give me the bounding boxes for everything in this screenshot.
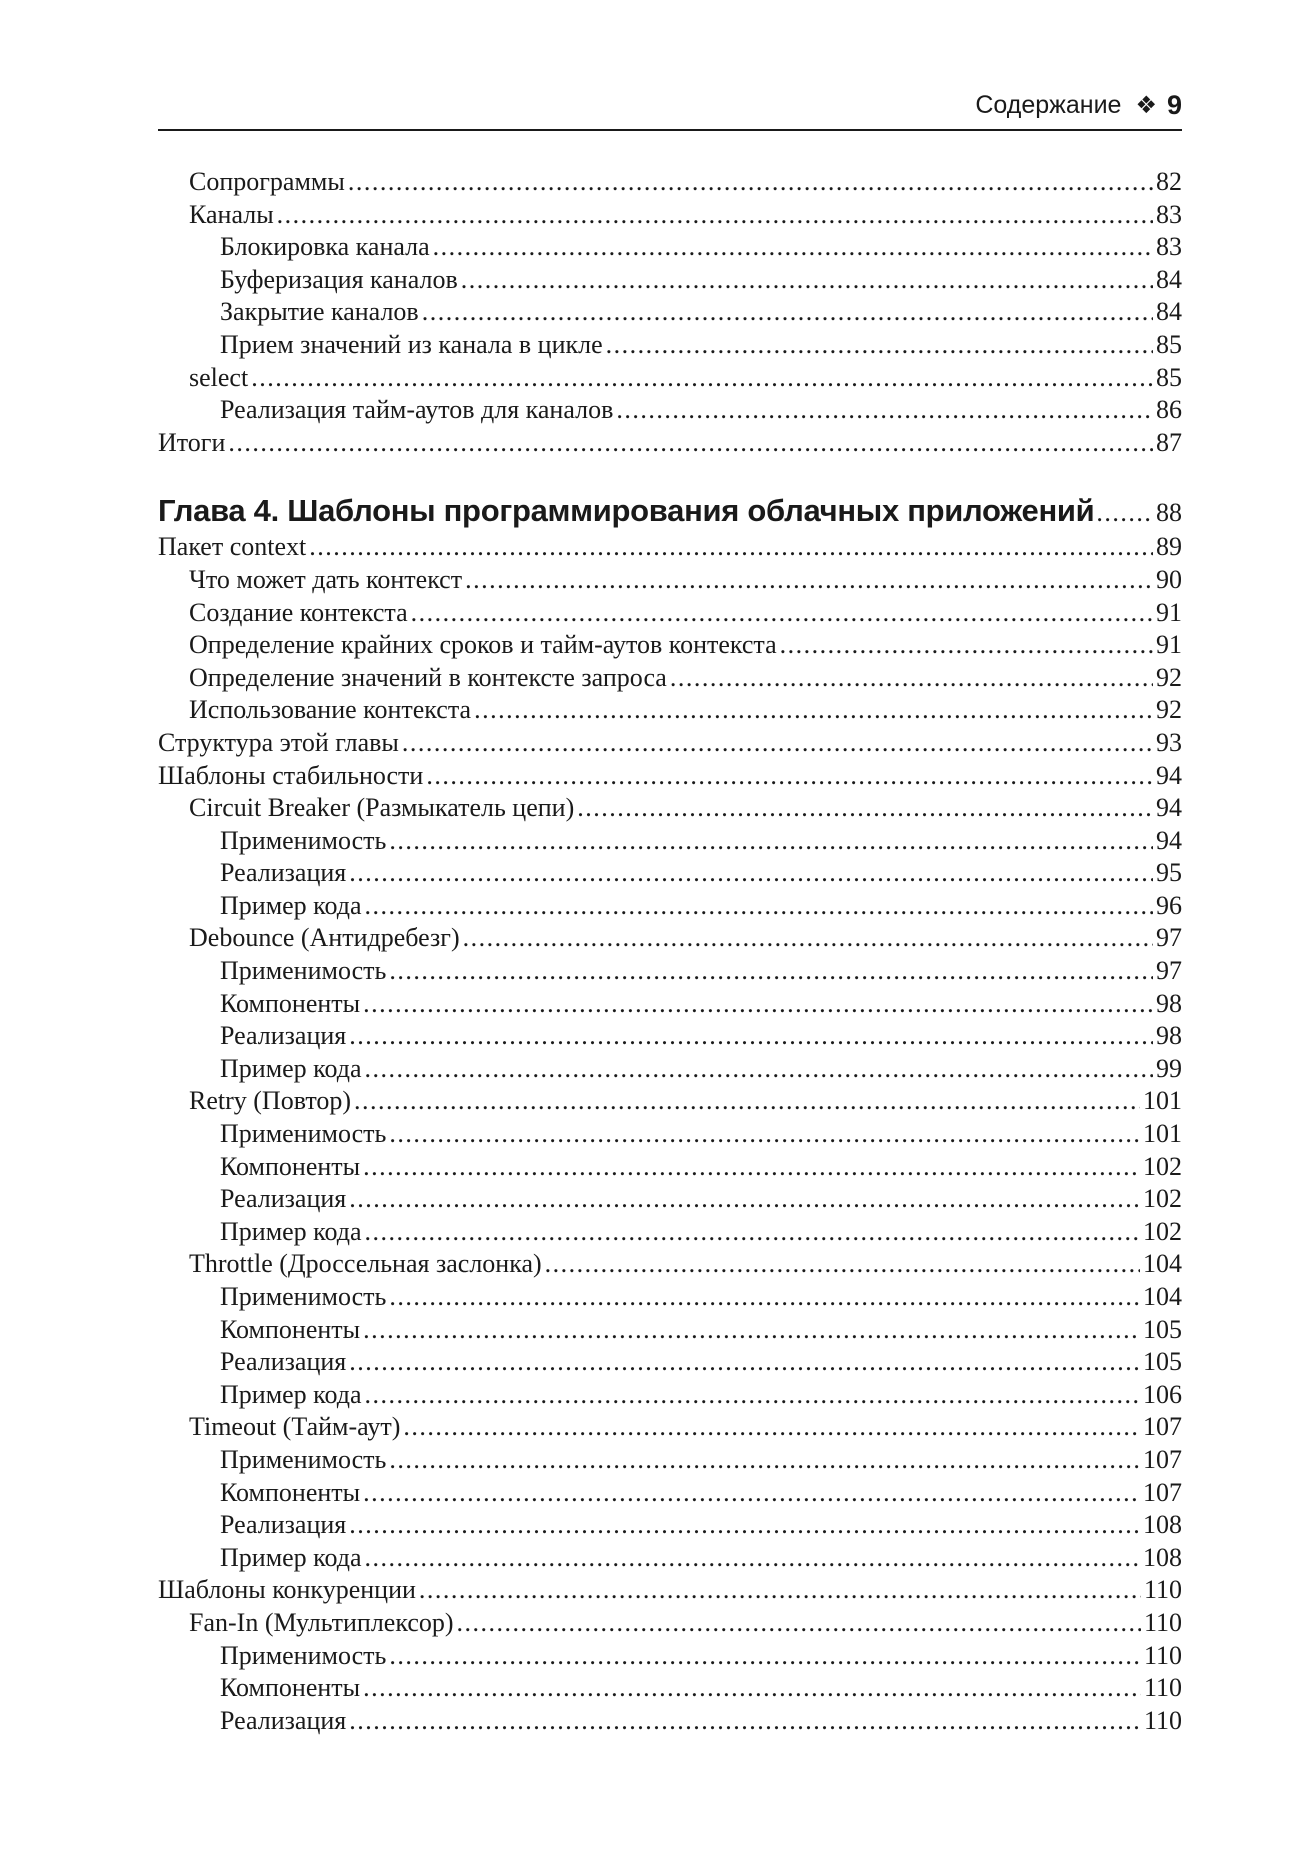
toc-entry[interactable]	[158, 1640, 1182, 1673]
toc-entry-label: Шаблоны конкуренции	[158, 1575, 416, 1605]
toc-entry-page: 110	[1143, 1607, 1182, 1637]
toc-entry-label: Итоги	[158, 427, 226, 457]
toc-entry-page: 105	[1143, 1314, 1182, 1344]
toc-entry-page: 104	[1143, 1282, 1182, 1311]
toc-entry[interactable]	[158, 1379, 1182, 1412]
dot-leader	[389, 1118, 1140, 1151]
toc-entry[interactable]	[158, 329, 1182, 362]
toc-entry-label: Пакет context	[158, 532, 307, 562]
toc-entry[interactable]	[158, 662, 1182, 695]
toc-entry-page: 86	[1156, 395, 1182, 425]
toc-entry-page: 102	[1143, 1151, 1182, 1181]
toc-entry-page: 110	[1143, 1705, 1182, 1735]
toc-entry-page: 85	[1156, 362, 1182, 392]
toc-entry-page: 93	[1156, 727, 1182, 757]
toc-entry[interactable]	[158, 825, 1182, 858]
toc-entry[interactable]	[158, 1411, 1182, 1444]
ornament-icon: ❖	[1135, 92, 1157, 119]
toc-entry-page: 97	[1156, 956, 1182, 986]
toc-entry-label: Создание контекста	[189, 597, 408, 627]
running-head	[975, 90, 1182, 121]
toc-entry-label: Применимость	[220, 1282, 387, 1311]
toc-entry[interactable]	[158, 792, 1182, 825]
toc-entry-page: 83	[1156, 199, 1182, 229]
toc-entry-page: 97	[1156, 923, 1182, 953]
dot-leader	[349, 1183, 1140, 1216]
dot-leader	[363, 1672, 1141, 1705]
toc-entry[interactable]	[158, 166, 1182, 199]
toc-entry-label: Компоненты	[220, 1314, 361, 1344]
toc-entry[interactable]	[158, 1672, 1182, 1705]
toc-entry[interactable]	[158, 1085, 1182, 1118]
dot-leader	[465, 564, 1153, 597]
toc-entry[interactable]	[158, 629, 1182, 662]
dot-leader	[349, 1346, 1140, 1379]
dot-leader	[577, 792, 1153, 825]
toc-entry[interactable]	[158, 1607, 1182, 1640]
dot-leader	[363, 1151, 1140, 1184]
toc-entry-page: 106	[1143, 1379, 1182, 1409]
toc-entry-label: Использование контекста	[189, 695, 472, 725]
toc-entry-page: 91	[1156, 630, 1182, 660]
toc-entry-label: Circuit Breaker (Размыкатель цепи)	[189, 793, 575, 823]
toc-entry[interactable]	[158, 264, 1182, 297]
toc-entry-label: Retry (Повтор)	[189, 1086, 352, 1116]
dot-leader	[349, 857, 1153, 890]
toc-entry[interactable]	[158, 199, 1182, 232]
toc-entry-label: Буферизация каналов	[220, 264, 458, 294]
toc-entry-label: Определение крайних сроков и тайм-аутов контекста	[189, 630, 777, 660]
toc-entry-page: 83	[1156, 232, 1182, 262]
toc-entry[interactable]	[158, 1477, 1182, 1510]
toc-entry[interactable]	[158, 694, 1182, 727]
toc-entry-label: Реализация тайм-аутов для каналов	[220, 395, 614, 425]
toc-entry-label: Блокировка канала	[220, 232, 430, 262]
dot-leader	[365, 1542, 1140, 1575]
dot-leader	[389, 955, 1153, 988]
dot-leader	[349, 1020, 1153, 1053]
toc-entry[interactable]	[158, 1053, 1182, 1086]
toc-entry-label: Применимость	[220, 1119, 387, 1149]
toc-entry[interactable]	[158, 1542, 1182, 1575]
toc-entry[interactable]	[158, 1248, 1182, 1281]
toc-entry-label: Реализация	[220, 1510, 347, 1540]
toc-entry-label: Пример кода	[220, 1379, 362, 1409]
running-head-title: Содержание	[975, 91, 1122, 119]
toc-section-previous-chapter	[158, 166, 1182, 459]
dot-leader	[389, 1444, 1140, 1477]
toc-entry-page: 105	[1143, 1347, 1182, 1377]
table-of-contents	[158, 166, 1182, 1737]
toc-chapter-heading[interactable]	[158, 491, 1182, 531]
toc-entry-label: Fan-In (Мультиплексор)	[189, 1607, 454, 1637]
toc-entry[interactable]	[158, 1444, 1182, 1477]
dot-leader	[457, 1607, 1141, 1640]
toc-entry[interactable]	[158, 1346, 1182, 1379]
toc-entry-label: Пример кода	[220, 1053, 362, 1083]
toc-entry[interactable]	[158, 1183, 1182, 1216]
toc-entry-page: 89	[1156, 532, 1182, 562]
toc-entry-label: Компоненты	[220, 1151, 361, 1181]
toc-entry-page: 87	[1156, 427, 1182, 457]
toc-entry-page: 110	[1143, 1640, 1182, 1670]
dot-leader	[463, 922, 1153, 955]
dot-leader	[616, 394, 1153, 427]
toc-entry-label: Debounce (Антидребезг)	[189, 923, 460, 953]
toc-entry-label: Пример кода	[220, 890, 362, 920]
toc-entry-page: 102	[1143, 1216, 1182, 1246]
dot-leader	[348, 166, 1153, 199]
toc-entry-page: 110	[1143, 1575, 1182, 1605]
toc-entry-label: Timeout (Тайм-аут)	[189, 1412, 401, 1442]
toc-entry[interactable]	[158, 597, 1182, 630]
toc-entry[interactable]	[158, 1574, 1182, 1607]
dot-leader	[354, 1085, 1140, 1118]
dot-leader	[670, 662, 1153, 695]
toc-entry-label: Реализация	[220, 1705, 347, 1735]
toc-entry-page: 110	[1143, 1673, 1182, 1703]
toc-entry-page: 95	[1156, 858, 1182, 888]
dot-leader	[419, 1574, 1141, 1607]
toc-entry-page: 99	[1156, 1053, 1182, 1083]
toc-entry-label: Сопрограммы	[189, 167, 345, 196]
toc-entry[interactable]	[158, 427, 1182, 460]
toc-entry-page: 101	[1143, 1119, 1182, 1149]
toc-entry-label: Реализация	[220, 1021, 347, 1051]
toc-entry[interactable]	[158, 857, 1182, 890]
dot-leader	[349, 1509, 1140, 1542]
toc-entry-label: Прием значений из канала в цикле	[220, 329, 603, 359]
dot-leader	[365, 1053, 1153, 1086]
toc-entry-label: Компоненты	[220, 988, 361, 1018]
dot-leader	[363, 1477, 1140, 1510]
toc-entry-page: 82	[1156, 167, 1182, 196]
toc-entry-label: Каналы	[189, 199, 274, 229]
toc-entry-label: Пример кода	[220, 1542, 362, 1572]
dot-leader	[363, 988, 1153, 1021]
dot-leader	[403, 1411, 1140, 1444]
dot-leader	[1096, 493, 1154, 533]
dot-leader	[411, 597, 1153, 630]
dot-leader	[780, 629, 1153, 662]
dot-leader	[474, 694, 1153, 727]
toc-entry-page: 91	[1156, 597, 1182, 627]
toc-entry-page: 108	[1143, 1542, 1182, 1572]
toc-entry-page: 94	[1156, 760, 1182, 790]
toc-entry-page: 94	[1156, 793, 1182, 823]
dot-leader	[228, 427, 1153, 460]
toc-entry-page: 104	[1143, 1249, 1182, 1279]
toc-entry-label: select	[189, 362, 249, 392]
dot-leader	[365, 890, 1153, 923]
dot-leader	[433, 231, 1153, 264]
dot-leader	[402, 727, 1153, 760]
toc-entry[interactable]	[158, 231, 1182, 264]
book-page	[158, 0, 1182, 1850]
toc-entry-label: Структура этой главы	[158, 727, 399, 757]
toc-entry-label: Применимость	[220, 825, 387, 855]
dot-leader	[389, 1281, 1140, 1314]
toc-entry[interactable]	[158, 1509, 1182, 1542]
page-number: 9	[1166, 90, 1182, 120]
toc-entry-page: 84	[1156, 264, 1182, 294]
toc-entry-page: 84	[1156, 297, 1182, 327]
toc-entry[interactable]	[158, 890, 1182, 923]
toc-entry[interactable]	[158, 531, 1182, 564]
toc-entry[interactable]	[158, 564, 1182, 597]
toc-entry[interactable]	[158, 1314, 1182, 1347]
toc-entry[interactable]	[158, 1216, 1182, 1249]
toc-entry[interactable]	[158, 988, 1182, 1021]
toc-entry-label: Throttle (Дроссельная заслонка)	[189, 1249, 542, 1279]
toc-section-chapter-4	[158, 531, 1182, 1737]
chapter-page-number: 88	[1156, 498, 1182, 528]
dot-leader	[389, 1640, 1141, 1673]
dot-leader	[426, 760, 1153, 793]
dot-leader	[606, 329, 1153, 362]
toc-entry-page: 101	[1143, 1086, 1182, 1116]
toc-entry-label: Закрытие каналов	[220, 297, 419, 327]
chapter-spacer	[158, 459, 1182, 491]
toc-entry-page: 107	[1143, 1444, 1182, 1474]
toc-entry-label: Определение значений в контексте запроса	[189, 662, 667, 692]
toc-entry[interactable]	[158, 1118, 1182, 1151]
toc-entry[interactable]	[158, 1151, 1182, 1184]
toc-entry[interactable]	[158, 394, 1182, 427]
toc-entry-page: 98	[1156, 1021, 1182, 1051]
toc-entry-page: 92	[1156, 662, 1182, 692]
toc-entry-label: Шаблоны стабильности	[158, 760, 424, 790]
toc-entry-label: Применимость	[220, 956, 387, 986]
toc-entry-label: Компоненты	[220, 1673, 361, 1703]
dot-leader	[309, 531, 1153, 564]
toc-entry-page: 85	[1156, 329, 1182, 359]
dot-leader	[277, 199, 1153, 232]
toc-entry[interactable]	[158, 1281, 1182, 1314]
toc-entry-label: Применимость	[220, 1444, 387, 1474]
toc-entry-page: 94	[1156, 825, 1182, 855]
toc-entry-label: Компоненты	[220, 1477, 361, 1507]
toc-entry[interactable]	[158, 955, 1182, 988]
toc-entry[interactable]	[158, 727, 1182, 760]
dot-leader	[349, 1705, 1141, 1738]
toc-entry-page: 98	[1156, 988, 1182, 1018]
toc-entry-page: 108	[1143, 1510, 1182, 1540]
dot-leader	[422, 296, 1153, 329]
toc-entry-label: Что может дать контекст	[189, 564, 463, 594]
toc-entry-page: 96	[1156, 890, 1182, 920]
dot-leader	[389, 825, 1153, 858]
dot-leader	[363, 1314, 1140, 1347]
toc-entry-label: Реализация	[220, 1184, 347, 1214]
toc-entry[interactable]	[158, 362, 1182, 395]
toc-entry-page: 90	[1156, 564, 1182, 594]
toc-entry-label: Применимость	[220, 1640, 387, 1670]
header-rule	[158, 129, 1182, 131]
dot-leader	[365, 1216, 1140, 1249]
toc-entry-label: Реализация	[220, 858, 347, 888]
toc-entry[interactable]	[158, 296, 1182, 329]
toc-entry[interactable]	[158, 922, 1182, 955]
toc-entry[interactable]	[158, 1020, 1182, 1053]
toc-entry-page: 107	[1143, 1412, 1182, 1442]
chapter-title: Глава 4. Шаблоны программирования облачных приложений	[158, 493, 1095, 529]
dot-leader	[365, 1379, 1140, 1412]
toc-entry-page: 107	[1143, 1477, 1182, 1507]
dot-leader	[461, 264, 1153, 297]
dot-leader	[545, 1248, 1140, 1281]
toc-entry[interactable]	[158, 760, 1182, 793]
toc-entry-label: Реализация	[220, 1347, 347, 1377]
toc-entry[interactable]	[158, 1705, 1182, 1738]
toc-entry-page: 102	[1143, 1184, 1182, 1214]
toc-entry-page: 92	[1156, 695, 1182, 725]
toc-entry-label: Пример кода	[220, 1216, 362, 1246]
dot-leader	[251, 362, 1153, 395]
